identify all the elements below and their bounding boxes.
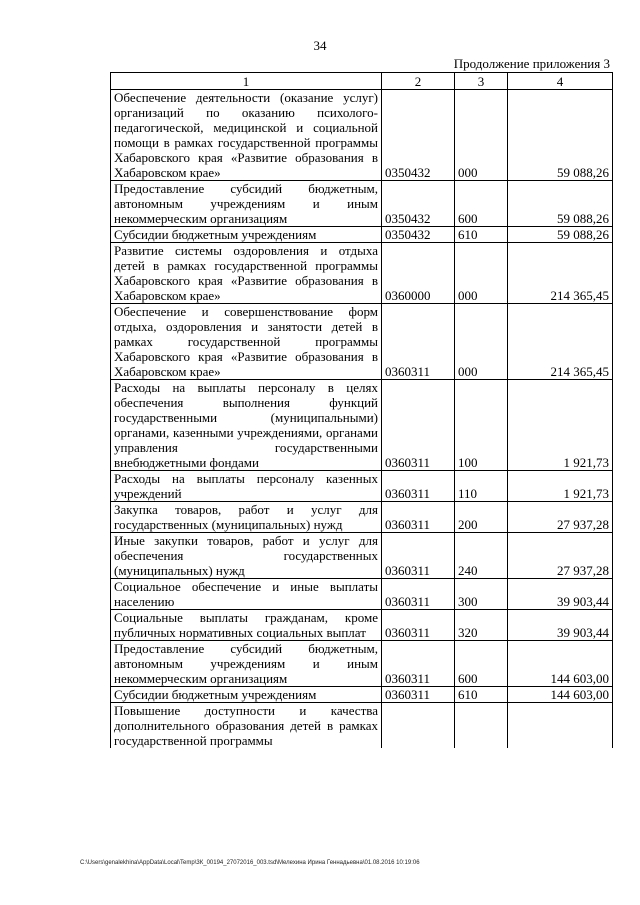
row-kind: 100 (455, 380, 508, 471)
row-code: 0360311 (382, 502, 455, 533)
row-amount (508, 703, 613, 749)
table-row (111, 687, 613, 703)
table-row (111, 533, 613, 579)
row-kind: 000 (455, 304, 508, 380)
row-kind: 000 (455, 243, 508, 304)
row-kind: 110 (455, 471, 508, 502)
row-kind: 320 (455, 610, 508, 641)
row-name: Социальные выплаты гражданам, кроме публичных нормативных социальных выплат (111, 610, 382, 641)
row-code: 0360311 (382, 471, 455, 502)
row-kind: 600 (455, 641, 508, 687)
header-cell-amount: 4 (508, 73, 613, 90)
table-row (111, 227, 613, 243)
row-kind: 200 (455, 502, 508, 533)
table-row (111, 579, 613, 610)
row-kind: 000 (455, 90, 508, 181)
row-amount: 144 603,00 (508, 641, 613, 687)
table-row (111, 304, 613, 380)
row-kind: 240 (455, 533, 508, 579)
row-amount: 27 937,28 (508, 533, 613, 579)
row-amount: 27 937,28 (508, 502, 613, 533)
header-cell-name: 1 (111, 73, 382, 90)
row-amount: 39 903,44 (508, 610, 613, 641)
row-name: Обеспечение и совершенствование форм отдыха, оздоровления и занятости детей в рамках государственной программы Хабаровского края «Развитие образования в Хабаровском крае» (111, 304, 382, 380)
row-name: Закупка товаров, работ и услуг для государственных (муниципальных) нужд (111, 502, 382, 533)
row-name: Повышение доступности и качества дополнительного образования детей в рамках государственной программы (111, 703, 382, 749)
row-code: 0350432 (382, 90, 455, 181)
row-amount: 144 603,00 (508, 687, 613, 703)
row-amount: 59 088,26 (508, 90, 613, 181)
table-row (111, 380, 613, 471)
table-row (111, 243, 613, 304)
row-name: Расходы на выплаты персоналу в целях обеспечения выполнения функций государственными (муниципальными) органами, казенными учреждениями, органами управления государственными внебюджетными фондами (111, 380, 382, 471)
file-path-footer: C:\Users\genalekhina\AppData\Local\Temp\3К_00194_27072016_003.tsd\Мелехина Ирина Геннадьевна\01.08.2016 10:19:06 (80, 860, 420, 866)
table-row (111, 703, 613, 749)
row-amount: 1 921,73 (508, 380, 613, 471)
row-amount: 39 903,44 (508, 579, 613, 610)
row-amount: 214 365,45 (508, 243, 613, 304)
page-number: 34 (313, 38, 327, 53)
table-row (111, 641, 613, 687)
row-name: Субсидии бюджетным учреждениям (111, 687, 382, 703)
row-code: 0360311 (382, 380, 455, 471)
row-amount: 1 921,73 (508, 471, 613, 502)
row-code: 0350432 (382, 227, 455, 243)
row-amount: 214 365,45 (508, 304, 613, 380)
row-code: 0360311 (382, 304, 455, 380)
row-code: 0360000 (382, 243, 455, 304)
table-row (111, 90, 613, 181)
header-cell-kind: 3 (455, 73, 508, 90)
row-name: Субсидии бюджетным учреждениям (111, 227, 382, 243)
row-name: Иные закупки товаров, работ и услуг для обеспечения государственных (муниципальных) нужд (111, 533, 382, 579)
table-row (111, 181, 613, 227)
row-code: 0360311 (382, 533, 455, 579)
table-row (111, 502, 613, 533)
row-code: 0350432 (382, 181, 455, 227)
row-name: Предоставление субсидий бюджетным, автономным учреждениям и иным некоммерческим организациям (111, 181, 382, 227)
row-name: Расходы на выплаты персоналу казенных учреждений (111, 471, 382, 502)
row-name: Предоставление субсидий бюджетным, автономным учреждениям и иным некоммерческим организациям (111, 641, 382, 687)
row-kind: 610 (455, 687, 508, 703)
row-code (382, 703, 455, 749)
row-kind: 600 (455, 181, 508, 227)
budget-table (110, 72, 613, 748)
row-code: 0360311 (382, 610, 455, 641)
header-row (111, 73, 613, 90)
continuation-caption: Продолжение приложения 3 (453, 56, 610, 71)
row-code: 0360311 (382, 641, 455, 687)
row-name: Обеспечение деятельности (оказание услуг) организаций по оказанию психолого-педагогической, медицинской и социальной помощи в рамках государственной программы Хабаровского края «Развитие образования в Хабаровском крае» (111, 90, 382, 181)
row-kind: 610 (455, 227, 508, 243)
header-cell-code: 2 (382, 73, 455, 90)
table-row (111, 610, 613, 641)
row-code: 0360311 (382, 579, 455, 610)
row-amount: 59 088,26 (508, 181, 613, 227)
row-name: Социальное обеспечение и иные выплаты населению (111, 579, 382, 610)
row-kind (455, 703, 508, 749)
row-amount: 59 088,26 (508, 227, 613, 243)
row-kind: 300 (455, 579, 508, 610)
row-code: 0360311 (382, 687, 455, 703)
table-row (111, 471, 613, 502)
row-name: Развитие системы оздоровления и отдыха детей в рамках государственной программы Хабаровского края «Развитие образования в Хабаровском крае» (111, 243, 382, 304)
